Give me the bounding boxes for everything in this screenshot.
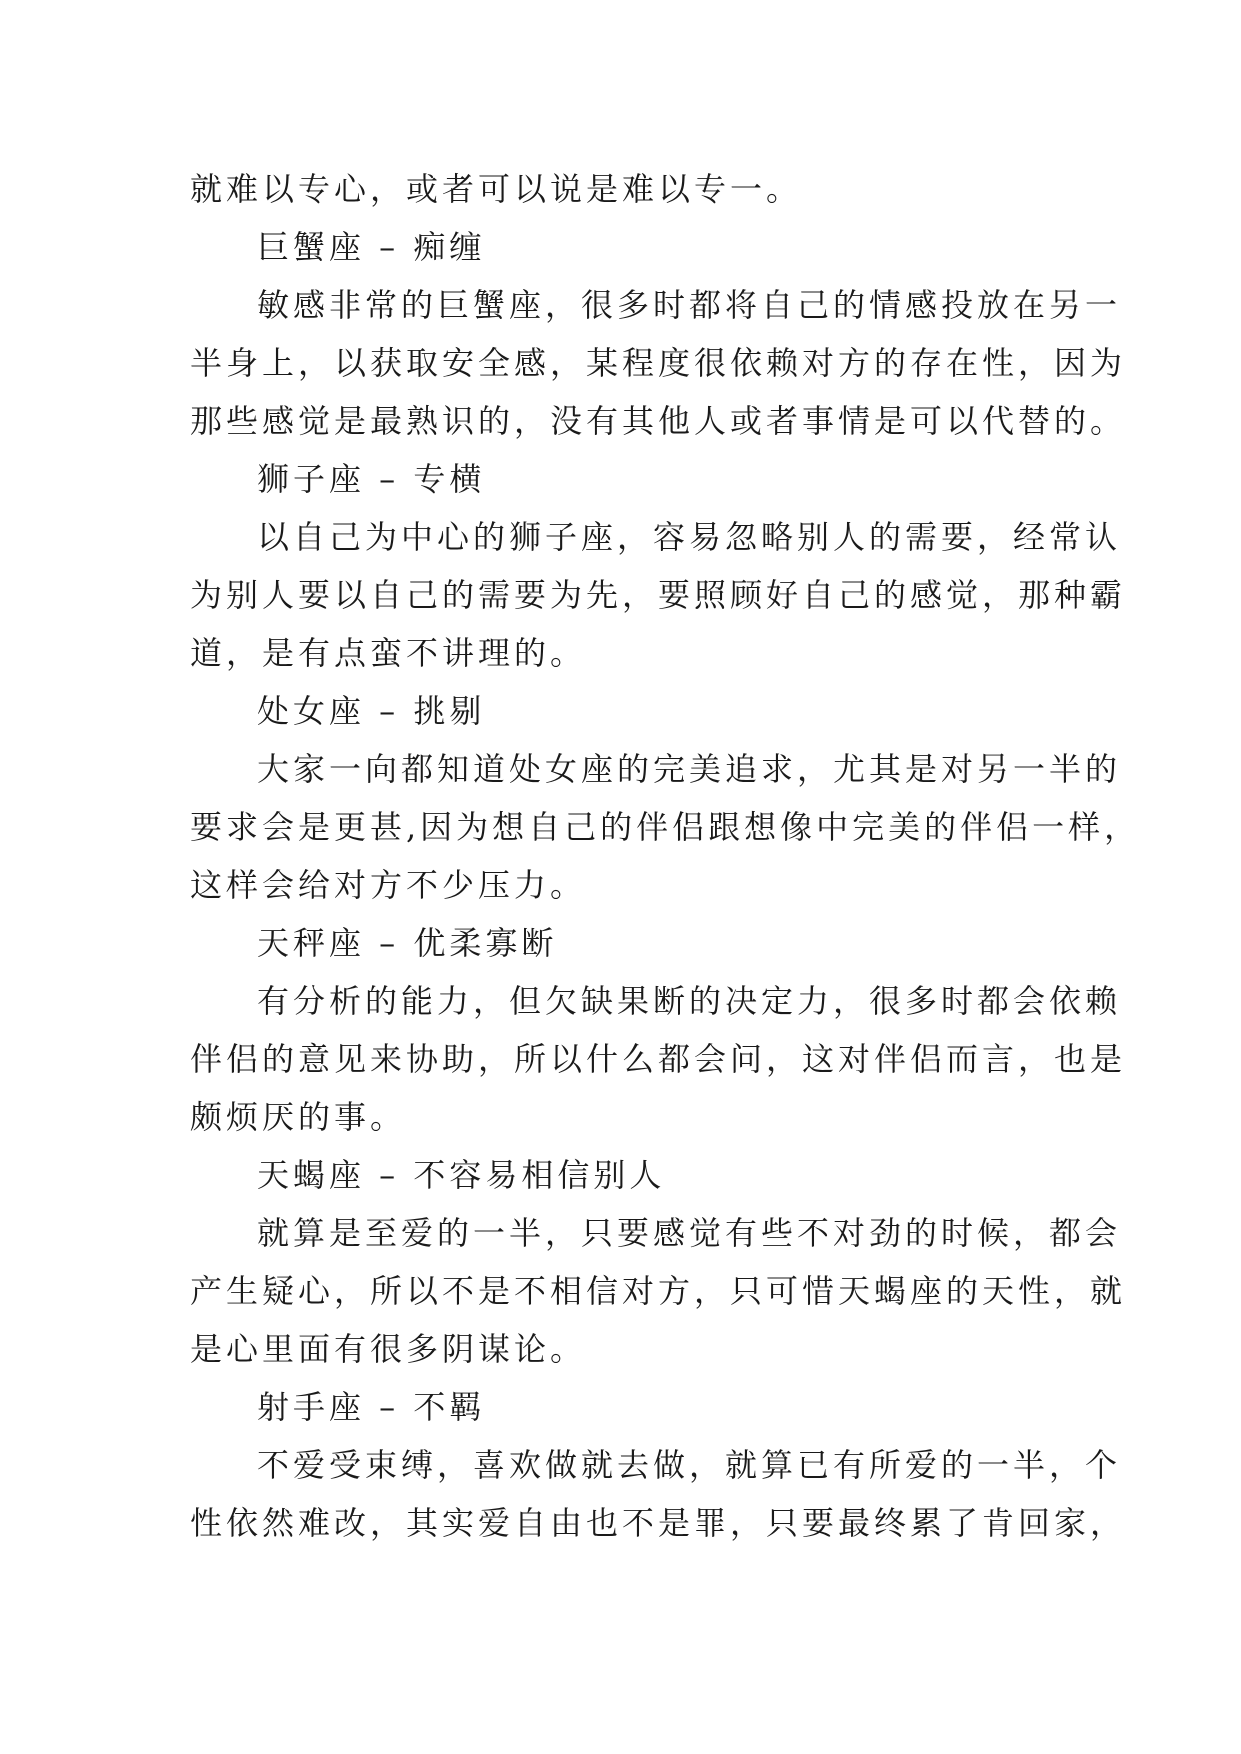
paragraph-line: 有分析的能力，但欠缺果断的决定力，很多时都会依赖 — [257, 982, 1122, 1020]
paragraph-line: 敏感非常的巨蟹座，很多时都将自己的情感投放在另一 — [257, 286, 1122, 324]
paragraph-line: 就难以专心，或者可以说是难以专一。 — [190, 170, 803, 208]
paragraph-line: 以自己为中心的狮子座，容易忽略别人的需要，经常认 — [257, 518, 1122, 556]
paragraph-line: 就算是至爱的一半，只要感觉有些不对劲的时候，都会 — [257, 1214, 1122, 1252]
paragraph-line: 那些感觉是最熟识的，没有其他人或者事情是可以代替的。 — [190, 402, 1127, 440]
paragraph-line: 道，是有点蛮不讲理的。 — [190, 634, 587, 672]
document-body — [190, 160, 1141, 1552]
paragraph-line: 产生疑心，所以不是不相信对方，只可惜天蝎座的天性，就 — [190, 1272, 1127, 1310]
paragraph-line: 大家一向都知道处女座的完美追求，尤其是对另一半的 — [257, 750, 1122, 788]
paragraph-line: 颇烦厌的事。 — [190, 1098, 407, 1136]
paragraph-line: 这样会给对方不少压力。 — [190, 866, 587, 904]
section-heading: 狮子座 – 专横 — [257, 460, 486, 498]
paragraph-line: 伴侣的意见来协助，所以什么都会问，这对伴侣而言，也是 — [190, 1040, 1127, 1078]
paragraph-line: 是心里面有很多阴谋论。 — [190, 1330, 587, 1368]
section-heading: 巨蟹座 – 痴缠 — [257, 228, 486, 266]
paragraph-line: 要求会是更甚,因为想自己的伴侣跟想像中完美的伴侣一样， — [190, 808, 1141, 846]
section-heading: 射手座 – 不羁 — [257, 1388, 486, 1426]
paragraph-line: 不爱受束缚，喜欢做就去做，就算已有所爱的一半，个 — [257, 1446, 1122, 1484]
section-heading: 天蝎座 – 不容易相信别人 — [257, 1156, 666, 1194]
section-heading: 天秤座 – 优柔寡断 — [257, 924, 558, 962]
section-heading: 处女座 – 挑剔 — [257, 692, 486, 730]
paragraph-line: 半身上，以获取安全感，某程度很依赖对方的存在性，因为 — [190, 344, 1127, 382]
paragraph-line: 性依然难改，其实爱自由也不是罪，只要最终累了肯回家， — [190, 1504, 1127, 1542]
paragraph-line: 为别人要以自己的需要为先，要照顾好自己的感觉，那种霸 — [190, 576, 1127, 614]
